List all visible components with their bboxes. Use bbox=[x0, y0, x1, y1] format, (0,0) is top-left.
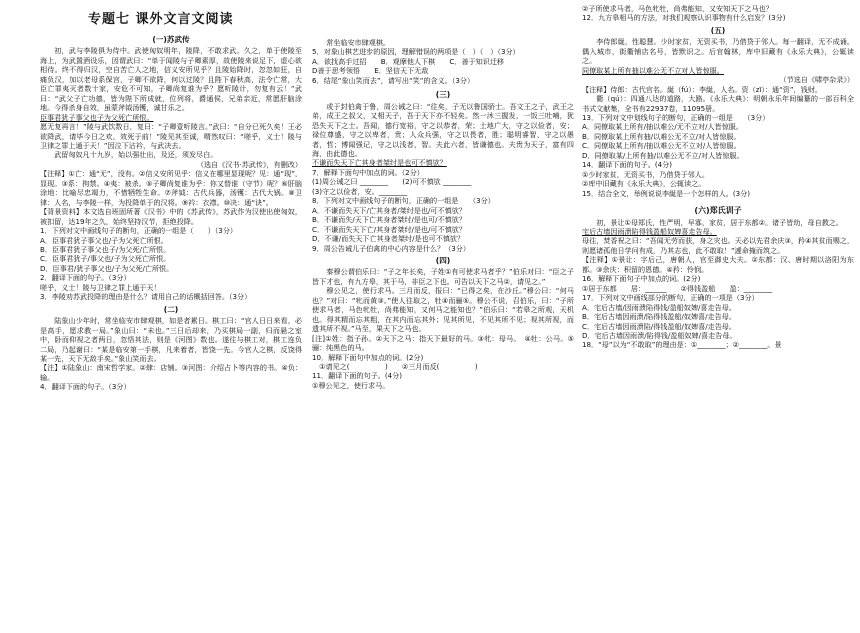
text-paragraph: B．同僚取某上所有抽/以难公无不立/对人皆惊服。 bbox=[582, 131, 741, 141]
text-paragraph: 16．解释下面句子中加点的词。(2分) bbox=[582, 274, 701, 284]
text-paragraph: 7．解释下面句中加点的词。（2分） bbox=[312, 167, 424, 177]
text-paragraph: 2．翻译下面的句子。（3分） bbox=[40, 273, 131, 283]
text-paragraph: 14．翻译下面的句子。(4分) bbox=[582, 160, 673, 170]
text-paragraph: A．同僚取某上所有/抽以难公/无不立对/人皆惊服。 bbox=[582, 122, 743, 132]
text-paragraph: 【注释】①亡：通“无”，没有。②信义安所见乎：信义在哪里显现呢？见：通“现”，显现。③系：拘禁。④夷：被杀。⑤子卿尚复谁为乎：你又替谁（守节）呢？⑥肝脑涂地：比喻尽忠竭力，不惜牺牲生命。⑦斧钺：古代兵器，汤镬：古代大锅。⑧卫律：人名，与李陵一样，为投降单于的汉将。⑨衿：衣襟。⑩决：通“诀”。 bbox=[40, 169, 302, 207]
text-paragraph: 18．“母”以为“不敢取”的理由是：①________；②________。景 bbox=[582, 340, 782, 350]
text-paragraph: A．欲找高手过招 B．观摩他人下棋 C．善于知识迁移 bbox=[312, 56, 505, 66]
text-paragraph: 李侍郎綖，性聪慧。少时家贫，无资买书，乃借贷于邻人。每一翻译，无不成诵。偶入城市，街衢铺店名号，皆默识之。后官翰林，库中旧藏有《永乐大典》，公辄读之。 bbox=[582, 37, 854, 66]
text-paragraph: C．宅后古墙因雨溃陷/得钱盈船/奴婢喜/走告母。 bbox=[582, 321, 736, 331]
text-paragraph: ②子所使求马者，马色牝牡，尚弗能知，又安知天下之马也？ bbox=[582, 4, 773, 13]
text-paragraph: (3)守之以俭者，安。________ bbox=[312, 186, 408, 196]
text-paragraph: A．不谦而失天下/亡其身者/桀纣是也/可不慎欤？ bbox=[312, 205, 466, 215]
text-paragraph: C．臣事君犹子/事父也/子为父死亡所恨。 bbox=[40, 254, 171, 264]
column-right bbox=[582, 4, 854, 599]
text-paragraph: 8．下列对文中画线句子的断句，正确的一组是 （3分） bbox=[312, 196, 495, 206]
section-heading: (六)郑氏训子 bbox=[694, 206, 742, 216]
text-paragraph: 9．周公告诫儿子伯禽的中心内容是什么？（3分） bbox=[312, 243, 470, 253]
underlined-sentence: 同僚取某上所有抽以难公无不立对人皆惊服。 bbox=[582, 65, 724, 75]
text-paragraph: ①居于东都 居：______ ②得钱盈船 盈：________ bbox=[582, 283, 773, 293]
text-paragraph: （节选自《啸亭杂录》） bbox=[779, 75, 854, 85]
text-paragraph: 5．对象山棋艺进步的原因，理解错误的两项是（ ）（ ）（3分） bbox=[312, 47, 520, 57]
text-paragraph: 15．结合全文，举例说说李綖是一个怎样的人。(3分) bbox=[582, 188, 751, 198]
text-paragraph: 武留匈奴凡十九岁，始以强壮出，及还，须发尽白。 bbox=[54, 150, 218, 160]
text-paragraph: [注]①姓：指子孙。②天下之马：指天下最好的马。③牝：母马。 ④牡：公马。⑤骊：纯黑色的马。 bbox=[312, 333, 574, 353]
text-paragraph: B．不谦而失/天下亡其身者桀纣/是也可/不慎欤？ bbox=[312, 215, 466, 225]
text-paragraph: 12．九方皋相马的方法，对我们观察认识事物有什么启发？(3分) bbox=[582, 13, 786, 23]
text-paragraph: 1．下列对文中画线句子的断句，正确的一组是（ ）（3分） bbox=[40, 226, 238, 236]
text-paragraph: 或于封伯禽于鲁，周公诫之曰：“往矣，子无以鲁国骄士。吾文王之子，武王之弟，成王之叔父，又相天子，吾于天下亦不轻矣。然一沐三握发，一饭三吐哺，犹恐失天下之士。吾闻，德行宽裕，守之以恭者，荣；土地广大，守之以俭者，安；禄位尊盛，守之以卑者，贵；人众兵强，守之以畏者，胜；聪明睿智，守之以愚者，哲；博闻强记，守之以浅者，智。夫此六者，皆谦德也。夫贵为天子，富有四海，由此德也。 bbox=[312, 101, 574, 158]
section-heading: (二) bbox=[163, 304, 179, 314]
text-paragraph: B．宅后古墙因雨溃/陷得钱盈船/奴婢喜/走告母。 bbox=[582, 312, 736, 322]
text-paragraph: 秦穆公谓伯乐曰：“子之年长矣，子姓①有可使求马者乎？”伯乐对曰：“臣之子皆下才也，有九方皋，其于马，非臣之下也。可告以天下之马②，请见之。” bbox=[312, 267, 574, 286]
text-paragraph: （选自《汉书·苏武传》，有删改） bbox=[196, 159, 302, 169]
text-paragraph: D善于思考领悟 E．坚信天下无敌 bbox=[312, 66, 429, 76]
text-paragraph: 愿无复再言！”陵与武饮数日，复曰：“子卿壹听陵言。”武曰：“自分已死久矣！王必欲降武，请毕今日之欢，效死于前！”陵见其至诚，喟然叹曰：“嗟乎，义士！陵与卫律之罪上通于天！”因泣下沾衿，与武决去。 bbox=[40, 122, 302, 150]
text-paragraph: B．臣事君犹子事父也子/为父死/亡所恨。 bbox=[40, 244, 171, 254]
text-paragraph: 10．解释下面句中加点的词。(2分) bbox=[312, 352, 424, 362]
text-paragraph: C．不谦而失天下亡/其身者桀纣/是也/可不慎欤？ bbox=[312, 224, 466, 234]
spacer bbox=[582, 202, 854, 204]
spacer bbox=[312, 87, 574, 89]
text-paragraph: (1)周公诫之曰 ________ (2)可不慎欤 ________ bbox=[312, 177, 472, 187]
spacer bbox=[40, 302, 302, 304]
text-paragraph: A．臣事君犹子事父也/子为父死亡所恨。 bbox=[40, 235, 168, 245]
text-paragraph: 【背景资料】本文选自班固所著《汉书》中的《苏武传》，苏武作为汉使出使匈奴，被扣留，达19年之久，始终坚持汉节，拒绝投降。 bbox=[40, 207, 302, 226]
text-paragraph: 常坐临安市肆观棋。 bbox=[326, 38, 391, 47]
text-paragraph: D．宅后古墙因雨溃/陷得钱/盈船奴婢/喜走告母。 bbox=[582, 330, 737, 340]
text-paragraph: 衢（qú）：四通八达的道路，大路。《永乐大典》：明朝永乐年间编纂的一部百科全书式文献集，全书有22937卷，11095册。 bbox=[582, 94, 854, 113]
text-paragraph: 初，武与李陵俱为侍中。武使匈奴明年，陵降，不敢求武。久之，单于使陵至海上，为武置酒设乐，因谓武曰：“单于闻陵与子卿素厚，故使陵来说足下，虚心欲相待。终不得归汉，空自苦亡人之地，信义安所见乎？且陵始降时，忽忽如狂，自痛负汉，加以老母系保宫，子卿不欲降，何以过陵？且陛下春秋高，法令亡常，大臣亡罪夷灭者数十家，安危不可知，子卿尚复谁为乎？愿听陵计，勿复有云！”武曰：“武父子亡功德，皆为陛下所成就，位列将，爵通侯，兄弟亲近，常愿肝脑涂地。今得杀身自效，虽蒙斧钺汤镬，诚甘乐之。 bbox=[40, 46, 302, 113]
underlined-sentence: 不谦而失天下亡其身者桀纣是也可不慎欤？ bbox=[312, 158, 447, 168]
text-paragraph: ①穆公见之，使行求马。 bbox=[312, 380, 390, 390]
text-paragraph: C．同僚取某上所有/抽以难公无不立对/人皆惊服。 bbox=[582, 141, 741, 151]
column-left bbox=[40, 34, 302, 629]
column-middle bbox=[312, 38, 574, 633]
text-paragraph: 【注】①陆象山：南宋哲学家。②肆：店铺。③河图：介绍占卜等内容的书。④负：输。 bbox=[40, 363, 302, 382]
section-heading: (三) bbox=[435, 90, 451, 100]
section-heading: (四) bbox=[435, 255, 451, 265]
text-paragraph: 13．下列对文中划线句子的断句，正确的一组是 （3分） bbox=[582, 112, 770, 122]
text-paragraph: D．同僚取某/上所有抽/以难公无不立/对人皆惊服。 bbox=[582, 150, 744, 160]
text-paragraph: A．宅后古墙/因雨溃陷得钱/盈船奴婢/喜走告母。 bbox=[582, 302, 736, 312]
text-paragraph: 17．下列对文中画线部分的断句，正确的一项是（3分） bbox=[582, 293, 759, 303]
text-paragraph: 穆公见之，使行求马。三月而反，报曰：“已得之矣，在沙丘。”穆公曰：“何马也？”对曰：“牝而黄③。”使人往取之，牡④而骊⑤。穆公不说，召伯乐，曰：“子所使求马者，马色牝牡，尚弗能知，又何马之能知也？”伯乐曰：“若皋之所观，天机也。得其精而忘其粗，在其内而忘其外；见其所见，不见其所不见；视其所视，而遗其所不视。”马至，果天下之马也。 bbox=[312, 286, 574, 334]
spacer bbox=[312, 253, 574, 255]
text-paragraph: D．臣事君/犹子事父也/子为父死/亡所恨。 bbox=[40, 263, 174, 273]
text-paragraph: ②库中旧藏有《永乐大典》，公辄读之。 bbox=[582, 179, 706, 189]
page-title: 专题七 课外文言文阅读 bbox=[88, 12, 234, 27]
text-paragraph: 【注释】侍郎：古代官名。綖（fú）：李綖，人名。资（zī）：通“资”，钱财。 bbox=[582, 84, 822, 94]
section-heading: (五) bbox=[710, 25, 726, 35]
text-paragraph: 【注释】①景让：字后己，唐朝人，官至御史大夫。②东都：汉、唐时期以洛阳为东都。③余庆：积留的恩德。④矜：怜悯。 bbox=[582, 255, 854, 274]
text-paragraph: 4．翻译下面的句子。（3分） bbox=[40, 382, 131, 392]
section-heading: (一)苏武传 bbox=[152, 35, 190, 44]
text-paragraph: 6．结尾“象山笑而去”，请写出“笑”的含义。（3分） bbox=[312, 75, 475, 85]
text-paragraph: 母往，焚香祝之曰：“吾闻无劳而获，身之灾也。天必以先君余庆③，矜④其贫而赐之，则愿诸孤他日学问有成，乃其志也，此不敢取！”遽命掩而筑之。 bbox=[582, 236, 854, 255]
text-paragraph: 初，景让①母郑氏，性严明，早寡，家贫，居于东都②。诸子皆幼，母自教之。 bbox=[596, 217, 843, 227]
text-paragraph: 陆象山少年时，常坐临安市肆观棋，如是者累日。棋工曰：“官人日日来看，必是高手，愿求教一局。”象山曰：“未也。”三日后却来，乃买棋局一副，归而悬之室中，卧而仰视之者两日，忽悟其法，则是《河图》数也。遂往与棋工对，棋工连负二局，乃起谢曰：“某是临安第一手棋，凡来着者，皆饶一先。今官人之棋，反饶得某一先，天下无敌手矣。”象山笑而去。 bbox=[40, 316, 302, 363]
text-paragraph: 3．李陵劝苏武投降的理由是什么？请用自己的话概括回答。（3分） bbox=[40, 292, 252, 302]
text-paragraph: ①请见之( ) ②三月而反( ) bbox=[312, 361, 478, 371]
text-paragraph: 嗟乎，义士！陵与卫律之罪上通于天！ bbox=[40, 282, 161, 292]
text-paragraph: 11．翻译下面的句子。(4分) bbox=[312, 371, 403, 381]
text-paragraph: ①少时家贫，无资买书，乃借贷于邻人。 bbox=[582, 169, 709, 179]
text-paragraph: D．不谦/而失天下亡其身者桀纣/是也可不慎欤？ bbox=[312, 234, 465, 244]
spacer bbox=[582, 23, 854, 25]
underlined-sentence: 宅后古墙因雨溃陷得钱盈船奴婢喜走告母。 bbox=[582, 226, 717, 236]
underlined-sentence: 臣事君犹子事父也子为父死亡所恨。 bbox=[40, 112, 154, 122]
